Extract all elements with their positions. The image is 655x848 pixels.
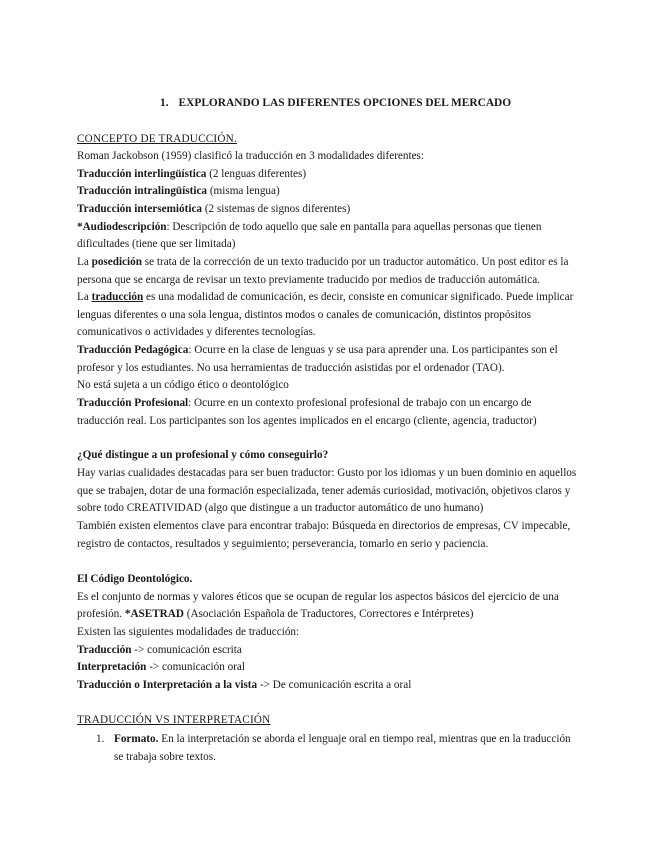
modality-a-la-vista: Traducción o Interpretación a la vista -> De comunicación escrita a oral: [77, 679, 412, 691]
vs-heading: TRADUCCIÓN VS INTERPRETACIÓN: [77, 714, 271, 726]
list-item-number: 1.: [96, 733, 105, 745]
traduccion-line-2: lenguas diferentes o una sola lengua, distintos modos o canales de comunicación, distintos propósitos: [77, 309, 531, 321]
mode-interlinguistica: Traducción interlingüística (2 lenguas diferentes): [77, 168, 307, 180]
pedagogica-line-3: No está sujeta a un código ético o deontológico: [77, 379, 289, 391]
concepto-heading: CONCEPTO DE TRADUCCIÓN.: [77, 133, 237, 145]
distingue-line-1: Hay varias cualidades destacadas para ser buen traductor: Gusto por los idiomas y un buen dominio en aquellos: [77, 467, 577, 479]
jakobson-line: Roman Jackobson (1959) clasificó la traducción en 3 modalidades diferentes:: [77, 150, 425, 162]
pedagogica-line-2: profesor y los estudiantes. No usa herramientas de traducción asistidas por el ordenador (TAO).: [77, 362, 505, 374]
posedicion-line-1: La posedición se trata de la corrección de un texto traducido por un traductor automático. Un post editor es la: [77, 256, 569, 268]
traduccion-line-3: comunicativos o actividades y diferentes tecnologías.: [77, 326, 316, 338]
distingue-line-2: que se trabajen, dotar de una formación especializada, tener además curiosidad, motivación, objetivos claros y: [77, 485, 571, 497]
codigo-line-2: profesión. *ASETRAD (Asociación Española de Traductores, Correctores e Intérpretes): [77, 608, 474, 620]
pedagogica-line-1: Traducción Pedagógica: Ocurre en la clase de lenguas y se usa para aprender una. Los participantes son el: [77, 344, 558, 356]
profesional-line-1: Traducción Profesional: Ocurre en un contexto profesional profesional de trabajo con un encargo de: [77, 397, 532, 409]
codigo-heading: El Código Deontológico.: [77, 573, 193, 585]
codigo-line-1: Es el conjunto de normas y valores éticos que se ocupan de regular los aspectos básicos del ejercicio de una: [77, 591, 559, 603]
document-title: 1. EXPLORANDO LAS DIFERENTES OPCIONES DEL MERCADO: [160, 97, 512, 109]
posedicion-line-2: persona que se encarga de revisar un texto previamente traducido por medios de traducción automática.: [77, 274, 540, 286]
distingue-heading: ¿Qué distingue a un profesional y cómo conseguirlo?: [77, 449, 329, 461]
mode-intersemiotica: Traducción intersemiótica (2 sistemas de signos diferentes): [77, 203, 351, 215]
distingue-line-4: También existen elementos clave para encontrar trabajo: Búsqueda en directorios de empresas, CV impecable,: [77, 520, 571, 532]
distingue-line-5: registro de contactos, resultados y seguimiento; perseverancia, tomarlo en serio y paciencia.: [77, 538, 489, 550]
codigo-line-3: Existen las siguientes modalidades de traducción:: [77, 626, 300, 638]
traduccion-line-1: La traducción es una modalidad de comunicación, es decir, consiste en comunicar significado. Puede implicar: [77, 291, 574, 303]
mode-intralinguistica: Traducción intralingüística (misma lengua): [77, 185, 280, 197]
modality-traduccion: Traducción -> comunicación escrita: [77, 644, 242, 656]
modality-interpretacion: Interpretación -> comunicación oral: [77, 661, 245, 673]
formato-line-1: Formato. En la interpretación se aborda el lenguaje oral en tiempo real, mientras que en la traducción: [114, 733, 571, 745]
audiodescripcion-line-1: *Audiodescripción: Descripción de todo aquello que sale en pantalla para aquellas personas que tienen: [77, 221, 542, 233]
formato-line-2: se trabaja sobre textos.: [114, 751, 216, 763]
audiodescripcion-line-2: dificultades (tiene que ser limitada): [77, 238, 236, 250]
distingue-line-3: sobre todo CREATIVIDAD (algo que distingue a un traductor automático de uno humano): [77, 502, 484, 514]
profesional-line-2: traducción real. Los participantes son los agentes implicados en el encargo (cliente, agencia, traductor): [77, 415, 537, 427]
